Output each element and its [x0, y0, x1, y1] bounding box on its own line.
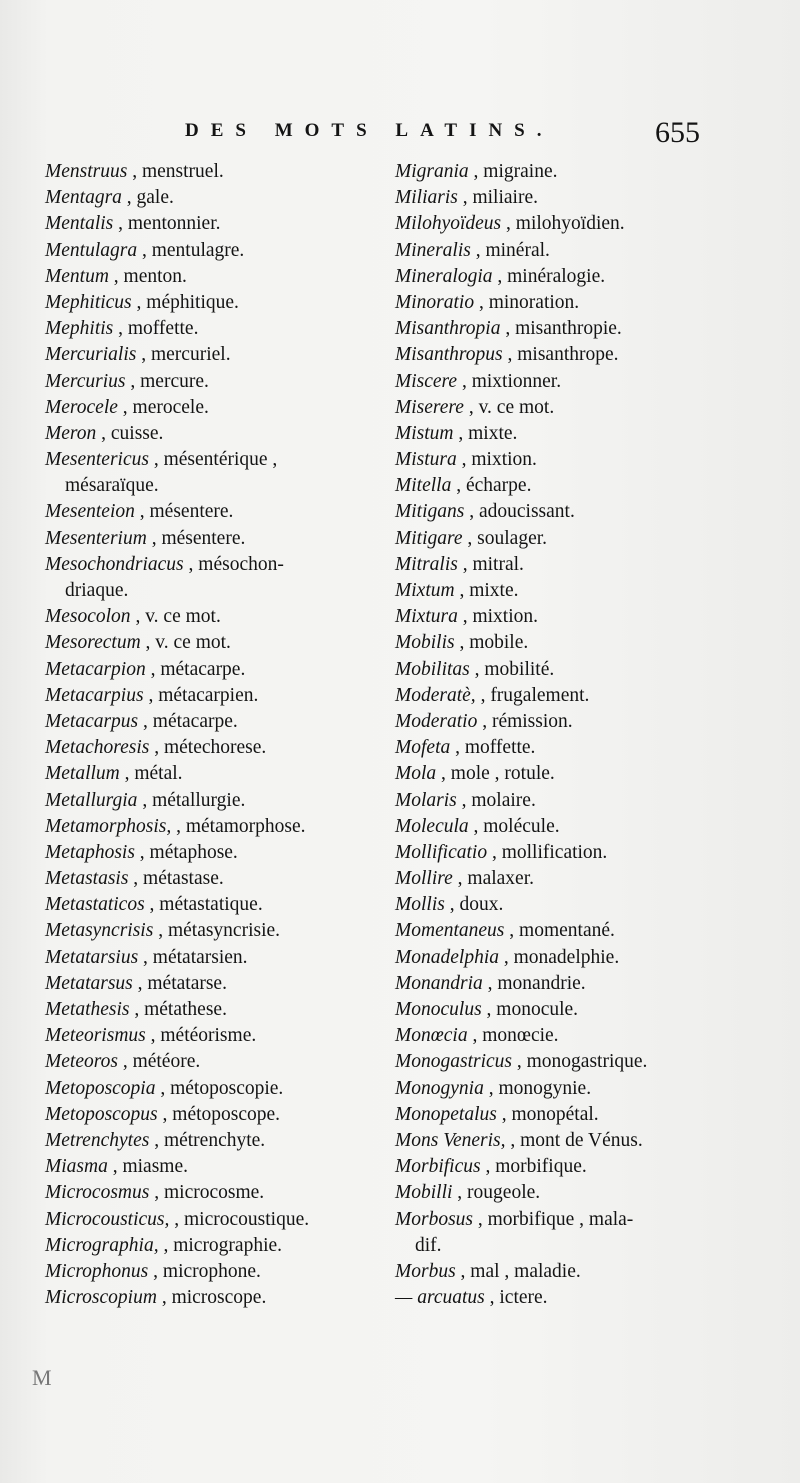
glossary-entry: Monandria , monandrie.	[395, 972, 586, 994]
latin-term: — arcuatus	[395, 1287, 485, 1309]
french-translation: mésochon-	[198, 553, 284, 575]
glossary-entry: Metallum , métal.	[45, 763, 183, 785]
glossary-entry: Molaris , molaire.	[395, 789, 536, 811]
french-translation: mésentérique ,	[163, 449, 278, 471]
latin-term: Mesochondriacus	[45, 553, 184, 575]
french-translation: métacarpe.	[152, 710, 238, 732]
french-translation: métaphose.	[149, 841, 238, 863]
latin-term: Mistura	[395, 449, 457, 471]
glossary-entry: Monogastricus , monogastrique.	[395, 1051, 648, 1073]
glossary-entry: Mixtum , mixte.	[395, 580, 519, 601]
latin-term: Monandria	[395, 972, 483, 994]
latin-term: Mesentericus	[45, 449, 149, 471]
french-translation: soulager.	[477, 527, 548, 549]
french-translation: métallurgie.	[152, 789, 246, 811]
latin-term: Moderatio	[395, 710, 478, 732]
french-translation: mitral.	[472, 553, 524, 575]
latin-term: Monopetalus	[395, 1103, 497, 1125]
glossary-entry: Monopetalus , monopétal.	[395, 1103, 599, 1125]
entry-continuation: driaque.	[65, 580, 129, 602]
glossary-entry: Mineralis , minéral.	[395, 239, 550, 261]
latin-term: Minoratio	[395, 291, 475, 313]
latin-term: Metrenchytes	[45, 1129, 150, 1151]
glossary-entry: Morbus , mal , maladie.	[395, 1260, 581, 1282]
glossary-entry: Microphonus , microphone.	[45, 1260, 261, 1282]
french-translation: métatarsien.	[152, 946, 248, 968]
glossary-entry: Mistum , mixte.	[395, 422, 518, 444]
glossary-entry: Monoculus , monocule.	[395, 999, 579, 1020]
glossary-entry: Mixtura , mixtion.	[395, 606, 538, 628]
latin-term: Microcosmus	[45, 1182, 150, 1204]
latin-term: Miasma	[45, 1156, 108, 1178]
glossary-entry: Mobilli , rougeole.	[395, 1182, 541, 1204]
latin-term: Morbificus	[395, 1156, 481, 1178]
glossary-entry: Mobilis , mobile.	[395, 632, 529, 654]
glossary-entry: Mitigare , soulager.	[395, 527, 548, 549]
glossary-entry: Metatarsius , métatarsien.	[45, 946, 248, 968]
french-translation: métacarpe.	[160, 658, 246, 680]
latin-term: Micrographia,	[45, 1234, 159, 1256]
french-translation: métoposcopie.	[170, 1077, 284, 1099]
glossary-entry: Mollis , doux.	[395, 894, 504, 916]
latin-term: Mesenterium	[45, 527, 147, 549]
glossary-entry: Metacarpius , métacarpien.	[45, 684, 259, 706]
french-translation: miliaire.	[472, 187, 538, 209]
latin-term: Meron	[45, 422, 97, 444]
glossary-entry: Monogynia , monogynie.	[395, 1077, 592, 1099]
french-translation: misanthrope.	[517, 344, 619, 366]
french-translation: molécule.	[483, 815, 560, 837]
french-translation: métechorese.	[163, 737, 267, 759]
latin-term: Mentalis	[45, 213, 114, 235]
latin-term: Mofeta	[395, 737, 451, 759]
glossary-entry: Metastasis , métastase.	[45, 868, 224, 890]
french-translation: mont de Vénus.	[520, 1129, 643, 1151]
glossary-entry: Metoposcopia , métoposcopie.	[45, 1077, 284, 1099]
french-translation: mésentere.	[149, 501, 234, 523]
glossary-entry: Mollificatio , mollification.	[395, 841, 608, 863]
glossary-entry: Mesorectum , v. ce mot.	[45, 632, 231, 654]
french-translation: mixtionner.	[471, 370, 562, 392]
latin-term: Metamorphosis,	[45, 815, 172, 837]
french-translation: miasme.	[122, 1156, 188, 1178]
french-translation: mollification.	[501, 841, 608, 863]
latin-term: Mesorectum	[45, 632, 141, 654]
french-translation: métal.	[134, 763, 183, 785]
glossary-entry: Morbificus , morbifique.	[395, 1156, 587, 1178]
french-translation: monogastrique.	[526, 1051, 648, 1073]
french-translation: métastatique.	[159, 894, 263, 916]
glossary-entry: Misanthropia , misanthropie.	[395, 318, 622, 340]
glossary-entry: Metallurgia , métallurgie.	[45, 789, 246, 811]
french-translation: mal , maladie.	[470, 1260, 581, 1282]
french-translation: milohyoïdien.	[515, 213, 625, 235]
glossary-entry: Mesenteion , mésentere.	[45, 501, 234, 523]
latin-term: Molaris	[395, 789, 457, 811]
french-translation: ictere.	[499, 1287, 548, 1309]
glossary-entry: Miliaris , miliaire.	[395, 187, 538, 209]
glossary-entry: Menstruus , menstruel.	[45, 161, 224, 182]
glossary-entry: Mercurialis , mercuriel.	[45, 344, 231, 366]
latin-term: Metallurgia	[45, 789, 138, 811]
french-translation: mixtion.	[472, 606, 538, 628]
glossary-entry: Mephitis , moffette.	[45, 318, 199, 340]
french-translation: minoration.	[488, 291, 580, 313]
latin-term: Morbosus	[395, 1208, 474, 1230]
french-translation: mobilité.	[484, 658, 555, 680]
latin-term: Moderatè,	[395, 684, 476, 706]
glossary-entry: Metoposcopus , métoposcope.	[45, 1103, 281, 1125]
latin-term: Metacarpus	[45, 710, 139, 732]
glossary-entry: Mistura , mixtion.	[395, 449, 537, 471]
latin-term: Mineralis	[395, 239, 471, 261]
glossary-entry: Mitigans , adoucissant.	[395, 501, 575, 523]
latin-term: Mentagra	[45, 187, 122, 209]
latin-term: Mephiticus	[45, 291, 132, 313]
glossary-entry: Mephiticus , méphitique.	[45, 291, 239, 313]
french-translation: monocule.	[496, 999, 579, 1020]
french-translation: cuisse.	[110, 422, 164, 444]
page-header	[0, 118, 800, 158]
running-head: DES MOTS LATINS.	[185, 120, 554, 141]
french-translation: rougeole.	[467, 1182, 541, 1204]
french-translation: v. ce mot.	[155, 632, 231, 654]
french-translation: mésentere.	[161, 527, 246, 549]
french-translation: momentané.	[519, 920, 615, 942]
french-translation: écharpe.	[465, 475, 532, 497]
glossary-entry: Mercurius , mercure.	[45, 370, 209, 392]
glossary-entry: Mesentericus , mésentérique , mésaraïque.	[45, 447, 385, 499]
latin-term: Mentulagra	[45, 239, 138, 261]
latin-term: Mesenteion	[45, 501, 135, 523]
latin-term: Meteoros	[45, 1051, 118, 1073]
latin-term: Mixtum	[395, 580, 455, 601]
latin-term: Mitigans	[395, 501, 465, 523]
french-translation: métathese.	[144, 999, 227, 1021]
latin-term: Mitigare	[395, 527, 463, 549]
french-translation: moffette.	[464, 737, 536, 759]
glossary-entry: Meteoros , météore.	[45, 1051, 201, 1073]
glossary-entry: Mola , mole , rotule.	[395, 763, 555, 785]
french-translation: microcosme.	[163, 1182, 265, 1204]
latin-term: Monogastricus	[395, 1051, 512, 1073]
glossary-entry: Mentum , menton.	[45, 265, 187, 287]
latin-term: Mesocolon	[45, 606, 131, 628]
latin-term: Mons Veneris,	[395, 1129, 506, 1151]
glossary-entry: Mollire , malaxer.	[395, 868, 534, 890]
glossary-entry: Metachoresis , métechorese.	[45, 737, 267, 759]
latin-term: Miliaris	[395, 187, 458, 209]
french-translation: métrenchyte.	[163, 1129, 266, 1151]
french-translation: misanthropie.	[515, 318, 622, 340]
latin-term: Metatarsus	[45, 972, 133, 994]
glossary-entry: Momentaneus , momentané.	[395, 920, 615, 942]
glossary-entry: Misanthropus , misanthrope.	[395, 344, 619, 366]
french-translation: monogynie.	[498, 1077, 592, 1099]
glossary-entry: Miscere , mixtionner.	[395, 370, 562, 392]
latin-term: Mixtura	[395, 606, 458, 628]
latin-term: Metallum	[45, 763, 120, 785]
latin-term: Monœcia	[395, 1025, 468, 1047]
french-translation: menton.	[123, 265, 187, 287]
french-translation: mixtion.	[471, 449, 537, 471]
glossary-entry: Minoratio , minoration.	[395, 291, 580, 313]
latin-term: Metoposcopia	[45, 1077, 156, 1099]
latin-term: Microscopium	[45, 1287, 157, 1309]
latin-term: Metastasis	[45, 868, 129, 890]
french-translation: métacarpien.	[158, 684, 259, 706]
glossary-entry: Milohyoïdeus , milohyoïdien.	[395, 213, 625, 235]
french-translation: mercure.	[140, 370, 209, 392]
latin-term: Mobilitas	[395, 658, 470, 680]
glossary-entry: Mentalis , mentonnier.	[45, 213, 221, 235]
french-translation: métoposcope.	[172, 1103, 281, 1125]
french-translation: métatarse.	[147, 972, 227, 994]
french-translation: moffette.	[127, 318, 199, 340]
latin-term: Mentum	[45, 265, 109, 287]
latin-term: Metacarpius	[45, 684, 144, 706]
latin-term: Monadelphia	[395, 946, 499, 968]
french-translation: micrographie.	[173, 1234, 283, 1256]
glossary-entry: Merocele , merocele.	[45, 396, 209, 418]
latin-term: Miscere	[395, 370, 458, 392]
latin-term: Momentaneus	[395, 920, 505, 942]
french-translation: métamorphose.	[185, 815, 306, 837]
french-translation: doux.	[459, 894, 504, 916]
latin-term: Metoposcopus	[45, 1103, 158, 1125]
latin-term: Mineralogia	[395, 265, 493, 287]
french-translation: monandrie.	[497, 972, 586, 994]
entry-continuation: mésaraïque.	[65, 475, 159, 497]
glossary-entry: Microcosmus , microcosme.	[45, 1182, 265, 1204]
french-translation: minéralogie.	[507, 265, 606, 287]
glossary-entry: Mobilitas , mobilité.	[395, 658, 555, 680]
latin-term: Mollis	[395, 894, 445, 916]
french-translation: rémission.	[491, 710, 573, 732]
french-translation: mobile.	[469, 632, 529, 654]
french-translation: morbifique.	[495, 1156, 587, 1178]
glossary-entry: Microscopium , microscope.	[45, 1287, 267, 1309]
glossary-entry: Mofeta , moffette.	[395, 737, 536, 759]
glossary-entry: Mitralis , mitral.	[395, 553, 524, 575]
french-translation: métasyncrisie.	[167, 920, 281, 942]
latin-term: Molecula	[395, 815, 469, 837]
french-translation: météorisme.	[160, 1025, 257, 1047]
french-translation: monopétal.	[511, 1103, 599, 1125]
latin-term: Mobilis	[395, 632, 455, 654]
page-number: 655	[655, 116, 700, 149]
glossary-entry: Metathesis , métathese.	[45, 999, 227, 1021]
latin-term: Metathesis	[45, 999, 130, 1021]
glossary-entry: Microcousticus, , microcoustique.	[45, 1208, 310, 1230]
glossary-entry: Metacarpus , métacarpe.	[45, 710, 238, 732]
latin-term: Mercurialis	[45, 344, 137, 366]
latin-term: Metastaticos	[45, 894, 145, 916]
french-translation: adoucissant.	[478, 501, 575, 523]
glossary-entry: Metatarsus , métatarse.	[45, 972, 227, 994]
latin-term: Mercurius	[45, 370, 126, 392]
latin-term: Meteorismus	[45, 1025, 146, 1047]
french-translation: frugalement.	[490, 684, 590, 706]
latin-term: Migrania	[395, 161, 469, 182]
right-column	[395, 159, 725, 1311]
latin-term: Metaphosis	[45, 841, 135, 863]
french-translation: mole , rotule.	[450, 763, 555, 785]
glossary-entry: Mineralogia , minéralogie.	[395, 265, 606, 287]
glossary-entry: Mesenterium , mésentere.	[45, 527, 246, 549]
glossary-entry: Mentagra , gale.	[45, 187, 174, 209]
latin-term: Mollire	[395, 868, 453, 890]
latin-term: Monoculus	[395, 999, 482, 1020]
french-translation: menstruel.	[141, 161, 224, 182]
latin-term: Metatarsius	[45, 946, 139, 968]
latin-term: Mollificatio	[395, 841, 488, 863]
french-translation: gale.	[136, 187, 174, 209]
french-translation: microphone.	[162, 1260, 261, 1282]
french-translation: mixte.	[468, 422, 518, 444]
glossary-entry: Micrographia, , micrographie.	[45, 1234, 283, 1256]
latin-term: Menstruus	[45, 161, 128, 182]
glossary-entry: Mentulagra , mentulagre.	[45, 239, 245, 261]
glossary-entry: Migrania , migraine.	[395, 161, 558, 182]
french-translation: mixte.	[469, 580, 519, 601]
french-translation: minéral.	[485, 239, 550, 261]
glossary-entry: Morbosus , morbifique , mala- dif.	[395, 1207, 725, 1259]
french-translation: v. ce mot.	[478, 396, 555, 418]
glossary-entry: Meron , cuisse.	[45, 422, 164, 444]
french-translation: mentonnier.	[127, 213, 221, 235]
french-translation: morbifique , mala-	[487, 1208, 634, 1230]
glossary-entry: Metaphosis , métaphose.	[45, 841, 238, 863]
latin-term: Mobilli	[395, 1182, 453, 1204]
glossary-entry: — arcuatus , ictere.	[395, 1287, 548, 1309]
glossary-entry: Metacarpion , métacarpe.	[45, 658, 246, 680]
latin-term: Milohyoïdeus	[395, 213, 502, 235]
french-translation: v. ce mot.	[145, 606, 221, 628]
french-translation: monœcie.	[482, 1025, 559, 1047]
glossary-entry: Monœcia , monœcie.	[395, 1025, 559, 1047]
latin-term: Metasyncrisis	[45, 920, 154, 942]
latin-term: Microphonus	[45, 1260, 149, 1282]
french-translation: mercuriel.	[150, 344, 231, 366]
latin-term: Metachoresis	[45, 737, 150, 759]
latin-term: Miserere	[395, 396, 464, 418]
glossary-entry: Mesocolon , v. ce mot.	[45, 606, 221, 628]
french-translation: météore.	[132, 1051, 201, 1073]
glossary-entry: Metamorphosis, , métamorphose.	[45, 815, 306, 837]
glossary-entry: Metasyncrisis , métasyncrisie.	[45, 920, 281, 942]
french-translation: mentulagre.	[151, 239, 245, 261]
latin-term: Mitralis	[395, 553, 458, 575]
glossary-entry: Miserere , v. ce mot.	[395, 396, 555, 418]
latin-term: Merocele	[45, 396, 118, 418]
french-translation: métastase.	[143, 868, 224, 890]
left-column	[45, 159, 385, 1311]
french-translation: monadelphie.	[513, 946, 620, 968]
french-translation: migraine.	[483, 161, 558, 182]
glossary-entry: Molecula , molécule.	[395, 815, 560, 837]
latin-term: Monogynia	[395, 1077, 484, 1099]
glossary-entry: Moderatè, , frugalement.	[395, 684, 590, 706]
glossary-entry: Metastaticos , métastatique.	[45, 894, 263, 916]
glossary-entry: Mons Veneris, , mont de Vénus.	[395, 1129, 643, 1151]
french-translation: méphitique.	[146, 291, 239, 313]
glossary-entry: Miasma , miasme.	[45, 1156, 188, 1178]
glossary-entry: Moderatio , rémission.	[395, 710, 573, 732]
latin-term: Misanthropus	[395, 344, 503, 366]
french-translation: molaire.	[471, 789, 536, 811]
latin-term: Microcousticus,	[45, 1208, 170, 1230]
latin-term: Metacarpion	[45, 658, 146, 680]
latin-term: Mephitis	[45, 318, 114, 340]
glossary-entry: Mesochondriacus , mésochon- driaque.	[45, 552, 385, 604]
glossary-entry: Mitella , écharpe.	[395, 475, 532, 497]
glossary-entry: Monadelphia , monadelphie.	[395, 946, 620, 968]
latin-term: Misanthropia	[395, 318, 501, 340]
french-translation: merocele.	[132, 396, 209, 418]
french-translation: microscope.	[171, 1287, 267, 1309]
entry-continuation: dif.	[415, 1234, 442, 1256]
latin-term: Morbus	[395, 1260, 456, 1282]
glossary-entry: Meteorismus , météorisme.	[45, 1025, 257, 1047]
glossary-entry: Metrenchytes , métrenchyte.	[45, 1129, 266, 1151]
latin-term: Mola	[395, 763, 437, 785]
signature-mark: M	[32, 1365, 52, 1390]
french-translation: malaxer.	[467, 868, 534, 890]
french-translation: microcoustique.	[184, 1208, 310, 1230]
latin-term: Mitella	[395, 475, 452, 497]
latin-term: Mistum	[395, 422, 454, 444]
